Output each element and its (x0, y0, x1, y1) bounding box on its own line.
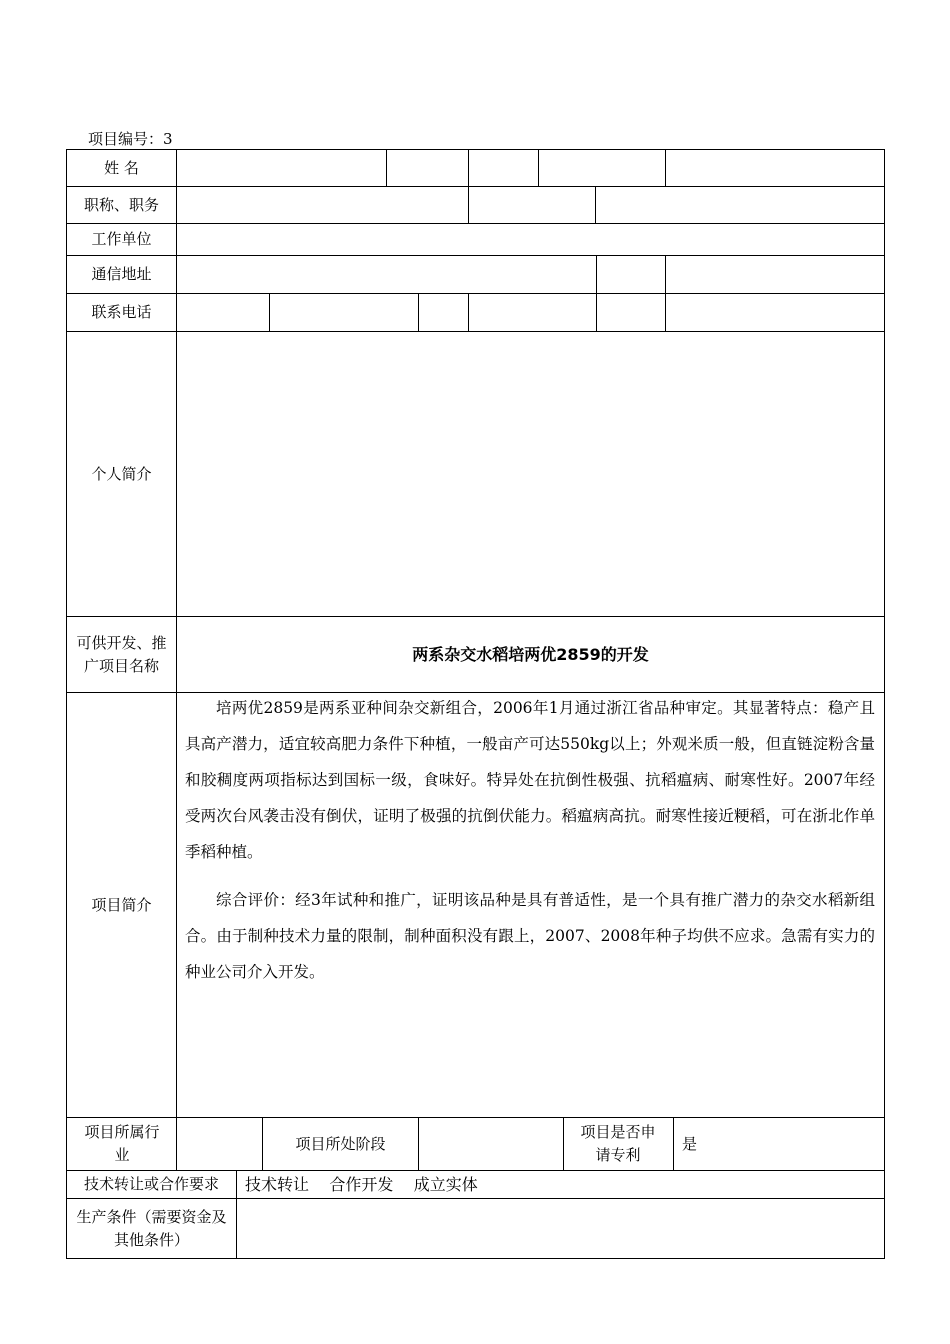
label-industry: 项目所属行业 (84, 1123, 160, 1164)
project-intro-text (185, 690, 875, 1002)
intro-paragraph-2: 综合评价：经3年试种和推广，证明该品种是具有普适性，是一个具有推广潜力的杂交水稻新组合。由于制种技术力量的限制，制种面积没有跟上，2007、2008年种子均供不应求。急需有实力的种业公司介入开发。 (185, 891, 875, 981)
label-work-unit: 工作单位 (91, 230, 152, 248)
label-address: 通信地址 (91, 265, 152, 283)
project-name-value: 两系杂交水稻培两优2859的开发 (412, 645, 649, 664)
project-number: 项目编号：3 (88, 130, 173, 148)
label-name: 姓 名 (104, 158, 139, 177)
label-title-position: 职称、职务 (83, 195, 159, 214)
tech-transfer-value: 技术转让 合作开发 成立实体 (245, 1175, 478, 1194)
label-patent: 项目是否申请专利 (580, 1123, 656, 1164)
label-phone: 联系电话 (91, 303, 152, 321)
intro-paragraph-1: 培两优2859是两系亚种间杂交新组合，2006年1月通过浙江省品种审定。其显著特点：稳产且具高产潜力，适宜较高肥力条件下种植，一般亩产可达550kg以上；外观米质一般，但直链淀粉含量和胶稠度两项指标达到国标一级，食味好。特异处在抗倒性极强、抗稻瘟病、耐寒性好。2007年经受两次台风袭击没有倒伏，证明了极强的抗倒伏能力。稻瘟病高抗。耐寒性接近粳稻，可在浙北作单季稻种植。 (185, 699, 875, 861)
label-project-intro: 项目简介 (91, 895, 152, 914)
label-project-name: 可供开发、推广项目名称 (76, 633, 167, 675)
label-bio: 个人简介 (91, 464, 152, 483)
label-production-conditions: 生产条件（需要资金及其他条件） (76, 1207, 227, 1249)
patent-value: 是 (682, 1134, 698, 1153)
label-tech-transfer: 技术转让或合作要求 (83, 1175, 219, 1193)
label-stage: 项目所处阶段 (295, 1134, 386, 1153)
